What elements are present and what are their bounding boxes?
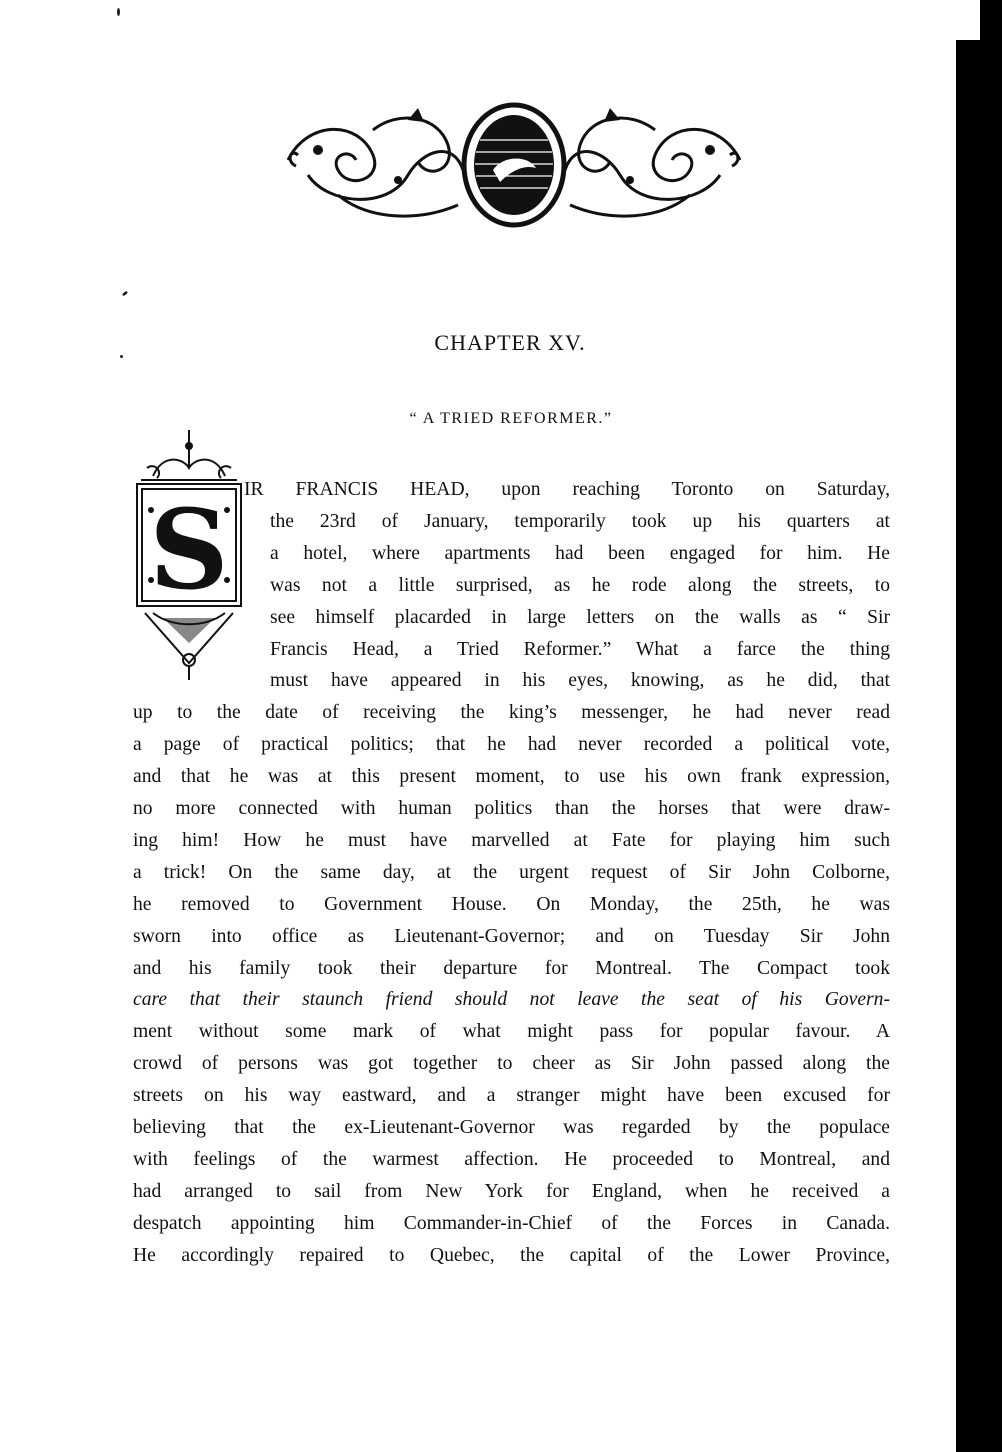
text-line: no more connected with human politics than the horses that were draw- (133, 798, 890, 819)
dropcap-ornament (133, 428, 245, 683)
text-line: a trick! On the same day, at the urgent request of Sir John Colborne, (133, 861, 890, 883)
text-line: was not a little surprised, as he rode along the streets, to (270, 574, 890, 596)
text-line: sworn into office as Lieutenant-Governor; and on Tuesday Sir John (133, 925, 890, 947)
ornament-headpiece (278, 100, 750, 230)
scan-edge (956, 40, 1002, 1452)
text-line: crowd of persons was got together to cheer as Sir John passed along the (133, 1053, 890, 1075)
text-line: must have appeared in his eyes, knowing, as he did, that (270, 670, 890, 692)
scan-edge (980, 0, 1002, 40)
text-line: a hotel, where apartments had been engaged for him. He (270, 542, 890, 564)
chapter-title: CHAPTER XV. (434, 330, 586, 355)
text-line: care that their staunch friend should not leave the seat of his Govern- (133, 989, 890, 1011)
text-line: He accordingly repaired to Quebec, the capital of the Lower Province, (133, 1244, 890, 1266)
text-line: despatch appointing him Commander-in-Chief of the Forces in Canada. (133, 1212, 890, 1234)
text-line: the 23rd of January, temporarily took up his quarters at (270, 510, 890, 532)
text-line: Francis Head, a Tried Reformer.” What a farce the thing (270, 638, 890, 660)
text-line: ing him! How he must have marvelled at Fate for playing him such (133, 829, 890, 851)
text-line: had arranged to sail from New York for England, when he received a (133, 1180, 890, 1202)
text-line: he removed to Government House. On Monday, the 25th, he was (133, 893, 890, 915)
text-line: and his family took their departure for Montreal. The Compact took (133, 957, 890, 979)
text-line: a page of practical politics; that he had never recorded a political vote, (133, 734, 890, 756)
text-line: up to the date of receiving the king’s messenger, he had never read (133, 702, 890, 724)
text-line: ment without some mark of what might pass for popular favour. A (133, 1021, 890, 1043)
text-line: streets on his way eastward, and a stranger might have been excused for (133, 1085, 890, 1107)
chapter-subtitle: “ A TRIED REFORMER.” (409, 410, 613, 427)
dropcap-letter: S (149, 485, 229, 614)
text-line: and that he was at this present moment, to use his own frank expression, (133, 766, 890, 788)
text-line: believing that the ex-Lieutenant-Governor was regarded by the populace (133, 1117, 890, 1138)
scan-speck (122, 290, 129, 296)
text-line: IR FRANCIS HEAD, upon reaching Toronto on Saturday, (244, 479, 890, 500)
text-line: see himself placarded in large letters on the walls as “ Sir (270, 606, 890, 628)
text-line: with feelings of the warmest affection. He proceeded to Montreal, and (133, 1148, 890, 1170)
scan-speck (117, 8, 120, 16)
